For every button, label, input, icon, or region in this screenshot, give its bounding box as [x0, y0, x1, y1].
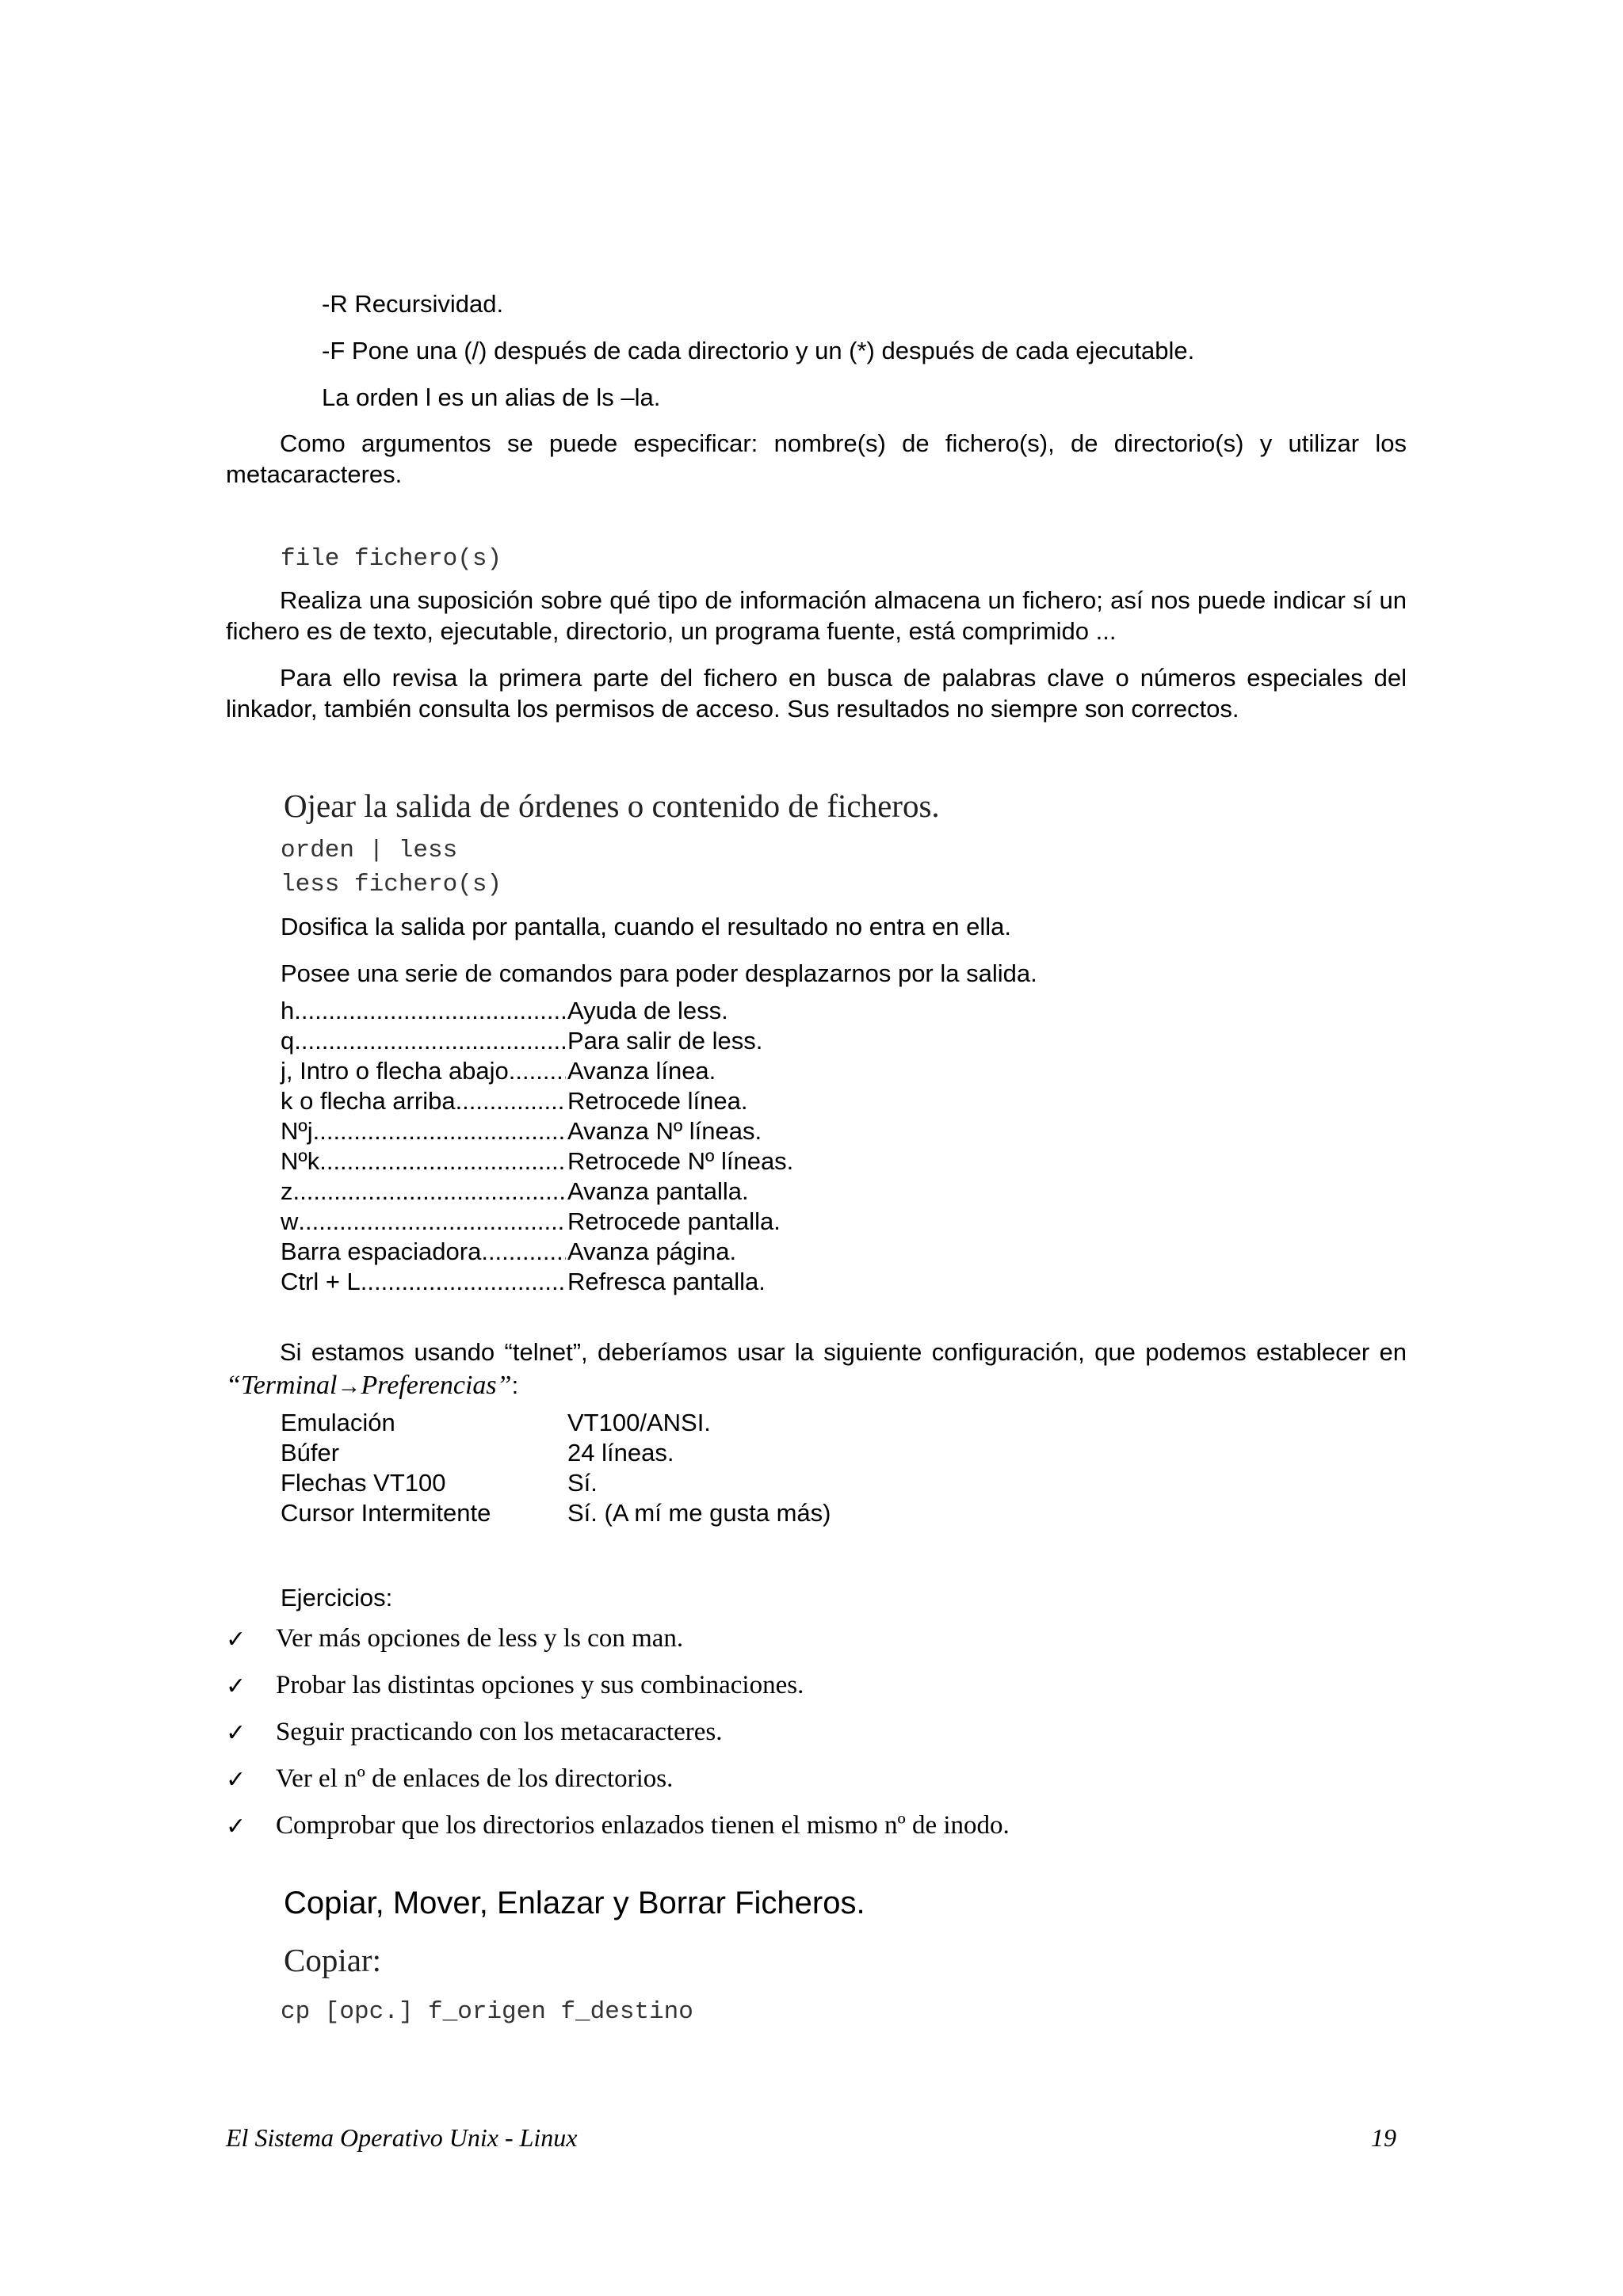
key-action: Ayuda de less. — [567, 997, 728, 1024]
key-label: Nºj — [281, 1117, 313, 1145]
arrow-right-icon: → — [337, 1373, 361, 1399]
key-label: w — [281, 1207, 299, 1235]
section-heading: Copiar, Mover, Enlazar y Borrar Ficheros. — [284, 1886, 865, 1920]
less-description-2: Posee una serie de comandos para poder desplazarnos por la salida. — [281, 959, 1037, 987]
list-item: Probar las distintas opciones y sus combinaciones. — [276, 1671, 804, 1699]
list-item — [281, 1147, 566, 1177]
list-item — [281, 1207, 566, 1238]
key-action: Para salir de less. — [567, 1027, 763, 1055]
config-key: Emulación — [281, 1409, 395, 1436]
option-flag: -R — [322, 290, 348, 318]
list-item — [281, 1027, 566, 1057]
key-label: Ctrl + L — [281, 1268, 361, 1295]
list-item — [281, 997, 566, 1027]
key-action: Avanza pantalla. — [567, 1177, 749, 1205]
alias-note: La orden l es un alias de ls –la. — [322, 383, 661, 411]
key-action: Avanza línea. — [567, 1057, 716, 1085]
list-item: Comprobar que los directorios enlazados tienen el mismo nº de inodo. — [276, 1811, 1010, 1840]
dot-leader — [319, 1147, 566, 1176]
checkmark-icon: ✓ — [226, 1626, 246, 1653]
telnet-menu-terminal: “Terminal — [226, 1371, 338, 1400]
list-item: Ver más opciones de less y ls con man. — [276, 1624, 684, 1653]
exercises-label: Ejercicios: — [281, 1584, 393, 1611]
key-label: k o flecha arriba — [281, 1087, 456, 1115]
config-key: Cursor Intermitente — [281, 1499, 491, 1527]
key-label: q — [281, 1027, 295, 1055]
key-label: Nºk — [281, 1147, 320, 1175]
list-item — [281, 1268, 566, 1298]
dot-leader — [456, 1087, 566, 1116]
dot-leader — [509, 1057, 566, 1085]
footer-title: El Sistema Operativo Unix - Linux — [226, 2123, 578, 2152]
key-action: Retrocede línea. — [567, 1087, 748, 1115]
key-label: z — [281, 1177, 293, 1205]
config-value: VT100/ANSI. — [567, 1409, 711, 1436]
list-item — [281, 1087, 566, 1117]
less-heading: Ojear la salida de órdenes o contenido de ficheros. — [284, 788, 940, 824]
key-label: h — [281, 997, 295, 1024]
key-action: Avanza Nº líneas. — [567, 1117, 762, 1145]
checkmark-icon: ✓ — [226, 1766, 246, 1794]
key-label: j, Intro o flecha abajo — [281, 1057, 509, 1085]
option-r — [322, 288, 503, 320]
key-action: Retrocede pantalla. — [567, 1207, 781, 1235]
dot-leader — [481, 1238, 566, 1266]
file-command: file fichero(s) — [281, 545, 502, 573]
telnet-menu-preferences: Preferencias” — [361, 1371, 512, 1400]
telnet-text: Si estamos usando “telnet”, deberíamos usar la siguiente configuración, que podemos establecer en — [280, 1338, 1407, 1366]
file-paragraph-1: Realiza una suposición sobre qué tipo de información almacena un fichero; así nos puede indicar sí un fichero es de texto, ejecutable, directorio, un programa fuente, está comprimido ... — [226, 586, 1407, 645]
less-command-2: less fichero(s) — [281, 871, 502, 898]
dot-leader — [293, 1177, 567, 1206]
dot-leader — [294, 1027, 566, 1055]
option-text: Recursividad. — [354, 290, 504, 318]
less-description-1: Dosifica la salida por pantalla, cuando el resultado no entra en ella. — [281, 913, 1011, 940]
checkmark-icon: ✓ — [226, 1672, 246, 1700]
dot-leader — [298, 1207, 566, 1236]
telnet-colon: : — [511, 1371, 519, 1399]
list-item: Seguir practicando con los metacaracteres. — [276, 1718, 723, 1746]
option-text: Pone una (/) después de cada directorio y un (*) después de cada ejecutable. — [351, 337, 1195, 364]
list-item — [281, 1177, 566, 1207]
config-value: Sí. — [567, 1469, 598, 1497]
option-flag: -F — [322, 337, 346, 364]
config-key: Búfer — [281, 1439, 340, 1466]
key-label: Barra espaciadora — [281, 1238, 482, 1265]
list-item — [281, 1238, 566, 1268]
config-key: Flechas VT100 — [281, 1469, 446, 1497]
copy-command: cp [opc.] f_origen f_destino — [281, 1998, 693, 2026]
page-number: 19 — [1371, 2123, 1396, 2152]
option-f — [322, 335, 1194, 367]
checkmark-icon: ✓ — [226, 1813, 246, 1840]
dot-leader — [361, 1268, 566, 1296]
file-paragraph-2: Para ello revisa la primera parte del fichero en busca de palabras clave o números especiales del linkador, también consulta los permisos de acceso. Sus resultados no siempre son correctos. — [226, 664, 1407, 723]
dot-leader — [294, 997, 566, 1025]
config-value: Sí. (A mí me gusta más) — [567, 1499, 831, 1527]
copy-heading: Copiar: — [284, 1942, 381, 1978]
list-item: Ver el nº de enlaces de los directorios. — [276, 1764, 674, 1793]
checkmark-icon: ✓ — [226, 1719, 246, 1747]
less-command-1: orden | less — [281, 837, 458, 864]
list-item — [281, 1117, 566, 1147]
args-paragraph: Como argumentos se puede especificar: nombre(s) de fichero(s), de directorio(s) y utilizar los metacaracteres. — [226, 429, 1407, 488]
config-value: 24 líneas. — [567, 1439, 674, 1466]
key-action: Refresca pantalla. — [567, 1268, 766, 1295]
key-action: Avanza página. — [567, 1238, 737, 1265]
dot-leader — [313, 1117, 566, 1146]
key-action: Retrocede Nº líneas. — [567, 1147, 794, 1175]
list-item — [281, 1057, 566, 1087]
telnet-paragraph — [226, 1336, 1407, 1403]
